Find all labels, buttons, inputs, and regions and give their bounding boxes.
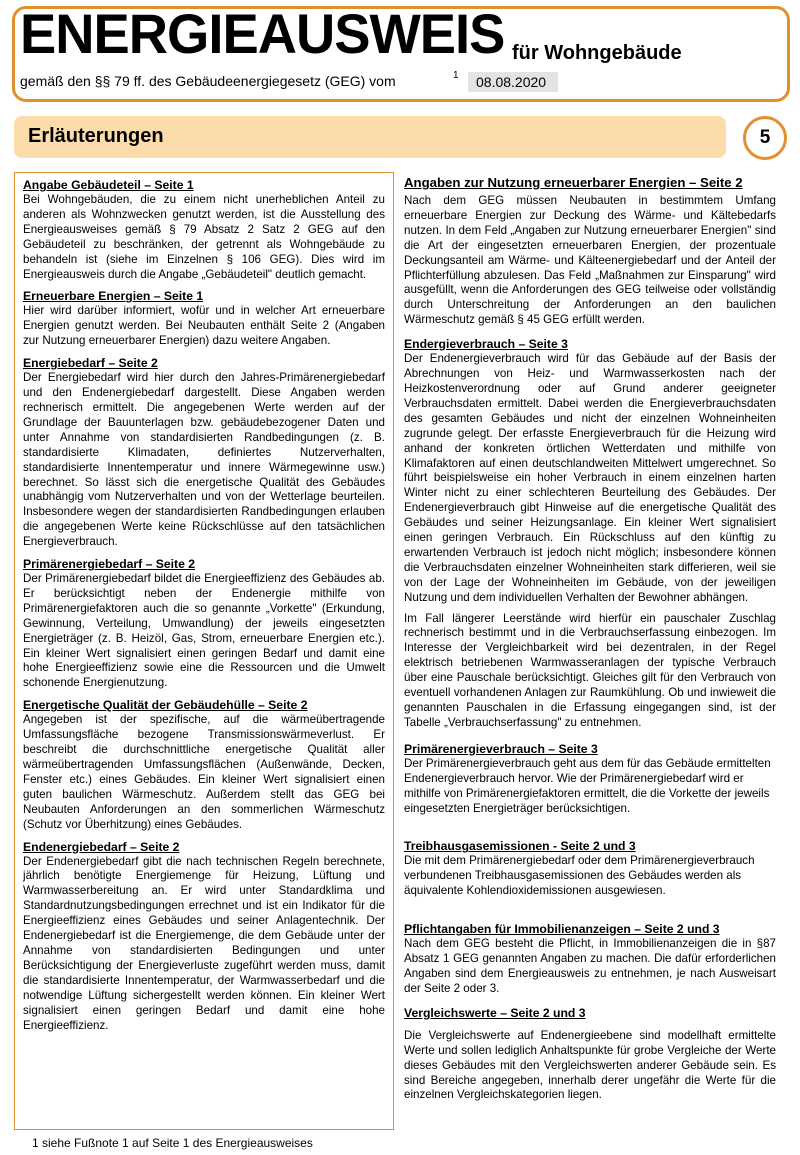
document-subtitle: für Wohngebäude <box>512 42 682 64</box>
explanation-block <box>23 177 385 282</box>
block-text: Nach dem GEG besteht die Pflicht, in Immobilienanzeigen die in §87 Absatz 1 GEG genannten Angaben zu machen. Die dafür erforderlichen Angaben sind dem Energieausweis zu entnehmen, je nach Ausweisart der Seite 2 oder 3. <box>404 937 776 995</box>
block-text: Hier wird darüber informiert, wofür und in welcher Art erneuerbare Energien genutzt werden. Bei Neubauten enthält Seite 2 (Angaben zur Nutzung erneuerbarer Energien) dazu weitere Angaben. <box>23 304 385 348</box>
explanation-block <box>23 355 385 550</box>
block-heading: Vergleichswerte – Seite 2 und 3 <box>404 1005 586 1020</box>
explanation-block <box>404 336 776 731</box>
block-heading: Endenergiebedarf – Seite 2 <box>23 839 180 854</box>
block-heading: Erneuerbare Energien – Seite 1 <box>23 289 204 304</box>
block-text: Der Endenergieverbrauch wird für das Gebäude auf der Basis der Abrechnungen von Heiz- und Warmwasserkosten nach der Heizkostenverordnung oder auf Grund anderer geeigneter Verbrauchsdaten ermittelt. Dabei werden die Energieverbrauchsdaten des gesamten Gebäudes und nicht der einzelnen Wohneinheiten zugrunde gelegt. Der erfasste Energieverbrauch für die Heizung wird anhand der konkreten örtlichen Wetterdaten und mithilfe von Klimafaktoren auf einen deutschlandweiten Mittelwert umgerechnet. So führt beispielsweise ein hoher Verbrauch in einem einzelnen harten Winter nicht zu einer schlechteren Beurteilung des Gebäudes. Der Endenergieverbrauch gibt Hinweise auf die energetische Qualität des Gebäudes und seiner Heizungsanlage. Ein kleiner Wert signalisiert einen geringen Verbrauch. Ein Rückschluss auf den künftig zu erwartenden Verbrauch ist jedoch nicht möglich; insbesondere können die Verbrauchsdaten einzelner Wohneinheiten stark differieren, weil sie von der Lage der Wohneinheiten im Gebäude, von der jeweiligen Nutzung und dem individuellen Verhalten der Bewohner abhängen. <box>404 352 776 604</box>
footnote-marker: 1 <box>453 70 459 81</box>
block-heading: Primärenergiebedarf – Seite 2 <box>23 557 196 572</box>
block-text: Der Energiebedarf wird hier durch den Jahres-Primärenergiebedarf und den Endenergiebedarf dargestellt. Diese Angaben werden rechnerisch ermittelt. Die angegebenen Werte werden auf der Grundlage der Bauunterlagen bzw. gebäudebezogener Daten und unter Annahme von standardisierten Randbedingungen (z. B. standardisierte Klimadaten, definiertes Nutzerverhalten, standardisierte Innentemperatur und innere Wärmegewinne usw.) berechnet. So lässt sich die energetische Qualität des Gebäudes unabhängig vom Nutzerverhalten und von der Wetterlage beurteilen. Insbesondere wegen der standardisierten Randbedingungen erlauben die angegebenen Werte keine Rückschlüsse auf den tatsächlichen Energieverbrauch. <box>23 371 385 549</box>
explanation-block <box>404 172 776 328</box>
issue-date-field: 08.08.2020 <box>468 72 558 92</box>
block-text: Die mit dem Primärenergiebedarf oder dem Primärenergieverbrauch verbundenen Treibhausgasemissionen des Gebäudes werden als äquivalente Kohlendioxidemissionen ausgewiesen. <box>404 854 755 898</box>
block-heading: Angabe Gebäudeteil – Seite 1 <box>23 178 194 192</box>
explanation-block <box>23 697 385 832</box>
right-column <box>404 172 776 1109</box>
section-title: Erläuterungen <box>28 125 164 147</box>
legal-basis-text: gemäß den §§ 79 ff. des Gebäudeenergiegesetz (GEG) vom <box>20 73 396 89</box>
document-title: ENERGIEAUSWEIS <box>20 2 505 65</box>
footnote: 1 siehe Fußnote 1 auf Seite 1 des Energieausweises <box>32 1136 313 1150</box>
block-text: Der Endenergiebedarf gibt die nach technischen Regeln berechnete, jährlich benötigte Energiemenge für Heizung, Lüftung und Warmwasserbereitung an. Er wird unter Standardklima und Standardnutzungsbedingungen errechnet und ist ein Indikator für die Energieeffizienz eines Gebäudes und seiner Anlagentechnik. Der Endenergiebedarf ist die Energiemenge, die dem Gebäude unter der Annahme von standardisierten Bedingungen und unter Berücksichtigung der Energieverluste zugeführt werden muss, damit die standardisierte Innentemperatur, der Warmwasserbedarf und die notwendige Lüftung sichergestellt werden können. Ein kleiner Wert signalisiert einen geringen Bedarf und damit eine hohe Energieeffizienz. <box>23 854 385 1032</box>
block-text: Nach dem GEG müssen Neubauten in bestimmtem Umfang erneuerbare Energien zur Deckung des Wärme- und Kältebedarfs nutzen. In dem Feld „Angaben zur Nutzung erneuerbarer Energien" sind die Art der eingesetzten erneuerbaren Energien, der prozentuale Deckungsanteil am Wärme- und Kälteenergiebedarf und der Anteil der Pflichterfüllung abzulesen. Das Feld „Maßnahmen zur Einsparung" wird ausgefüllt, wenn die Anforderungen des GEG teilweise oder vollständig durch Unterschreitung der Anforderungen an den baulichen Wärmeschutz gemäß § 45 GEG erfüllt werden. <box>404 194 776 327</box>
explanation-block <box>404 921 776 997</box>
block-heading: Energetische Qualität der Gebäudehülle – Seite 2 <box>23 698 308 713</box>
explanation-block <box>404 1005 776 1104</box>
page-number-badge: 5 <box>743 116 787 160</box>
left-column <box>14 172 394 1130</box>
block-heading: Pflichtangaben für Immobilienanzeigen – Seite 2 und 3 <box>404 922 720 937</box>
explanation-block <box>404 838 776 899</box>
explanation-block <box>23 839 385 1034</box>
block-text: Der Primärenergieverbrauch geht aus dem für das Gebäude ermittelten Endenergieverbrauch hervor. Wie der Primärenergiebedarf wird er mithilfe von Primärenergiefaktoren ermittelt, die die Vorkette der jeweils eingesetzten Energieträger berücksichtigen. <box>404 756 771 815</box>
block-heading: Endergieverbrauch – Seite 3 <box>404 337 568 352</box>
block-heading: Energiebedarf – Seite 2 <box>23 356 158 371</box>
block-heading: Treibhausgasemissionen - Seite 2 und 3 <box>404 839 636 854</box>
explanation-block <box>404 741 776 817</box>
block-text: Im Fall längerer Leerstände wird hierfür ein pauschaler Zuschlag rechnerisch bestimmt und in die Verbrauchserfassung einbezogen. Im Interesse der Vergleichbarkeit wird bei dezentralen, in der Regel elektrisch betriebenen Warmwasseranlagen der typische Verbrauch über eine Pauschale berücksichtigt. Gleiches gilt für den Verbrauch von eventuell vorhandenen Anlagen zur Raumkühlung. Ob und inwieweit die genannten Pauschalen in die Erfassung eingegangen sind, ist der Tabelle „Verbrauchserfassung" zu entnehmen. <box>404 611 776 729</box>
explanation-block <box>23 288 385 349</box>
block-heading: Angaben zur Nutzung erneuerbarer Energien – Seite 2 <box>404 175 743 190</box>
block-text: Die Vergleichswerte auf Endenergieebene sind modellhaft ermittelte Werte und sollen lediglich Anhaltspunkte für grobe Vergleiche der Werte dieses Gebäudes mit den Vergleichswerten anderer Gebäude sein. Es sind Bereiche angegeben, innerhalb derer ungefähr die Werte für die einzelnen Vergleichskategorien liegen. <box>404 1028 776 1102</box>
block-heading: Primärenergieverbrauch – Seite 3 <box>404 741 598 756</box>
explanation-block <box>23 556 385 691</box>
block-text: Der Primärenergiebedarf bildet die Energieeffizienz des Gebäudes ab. Er berücksichtigt neben der Endenergie mithilfe von Primärenergiefaktoren auch die so genannte „Vorkette" (Erkundung, Gewinnung, Verteilung, Umwandlung) der jeweils eingesetzten Energieträger (z. B. Heizöl, Gas, Strom, erneuerbare Energien etc.). Ein kleiner Wert signalisiert einen geringen Bedarf und damit eine hohe Energieeffizienz sowie eine die Ressourcen und die Umwelt schonende Energienutzung. <box>23 572 385 690</box>
block-text: Bei Wohngebäuden, die zu einem nicht unerheblichen Anteil zu anderen als Wohnzwecken genutzt werden, ist die Ausstellung des Energieausweises gemäß § 79 Absatz 2 Satz 2 GEG auf den Gebäudeteil zu beschränken, der getrennt als Wohngebäude zu behandeln ist (siehe im Einzelnen § 106 GEG). Dies wird im Energieausweis durch die Angabe „Gebäudeteil" deutlich gemacht. <box>23 193 385 281</box>
block-text: Angegeben ist der spezifische, auf die wärmeübertragende Umfassungsfläche bezogene Transmissionswärmeverlust. Er beschreibt die durchschnittliche energetische Qualität aller wärmeübertragenden Umfassungsflächen (Außenwände, Decken, Fenster etc.) eines Gebäudes. Ein kleiner Wert signalisiert einen guten baulichen Wärmeschutz. Außerdem stellt das GEG bei Neubauten Anforderungen an den sommerlichen Wärmeschutz (Schutz vor Überhitzung) eines Gebäudes. <box>23 713 385 831</box>
